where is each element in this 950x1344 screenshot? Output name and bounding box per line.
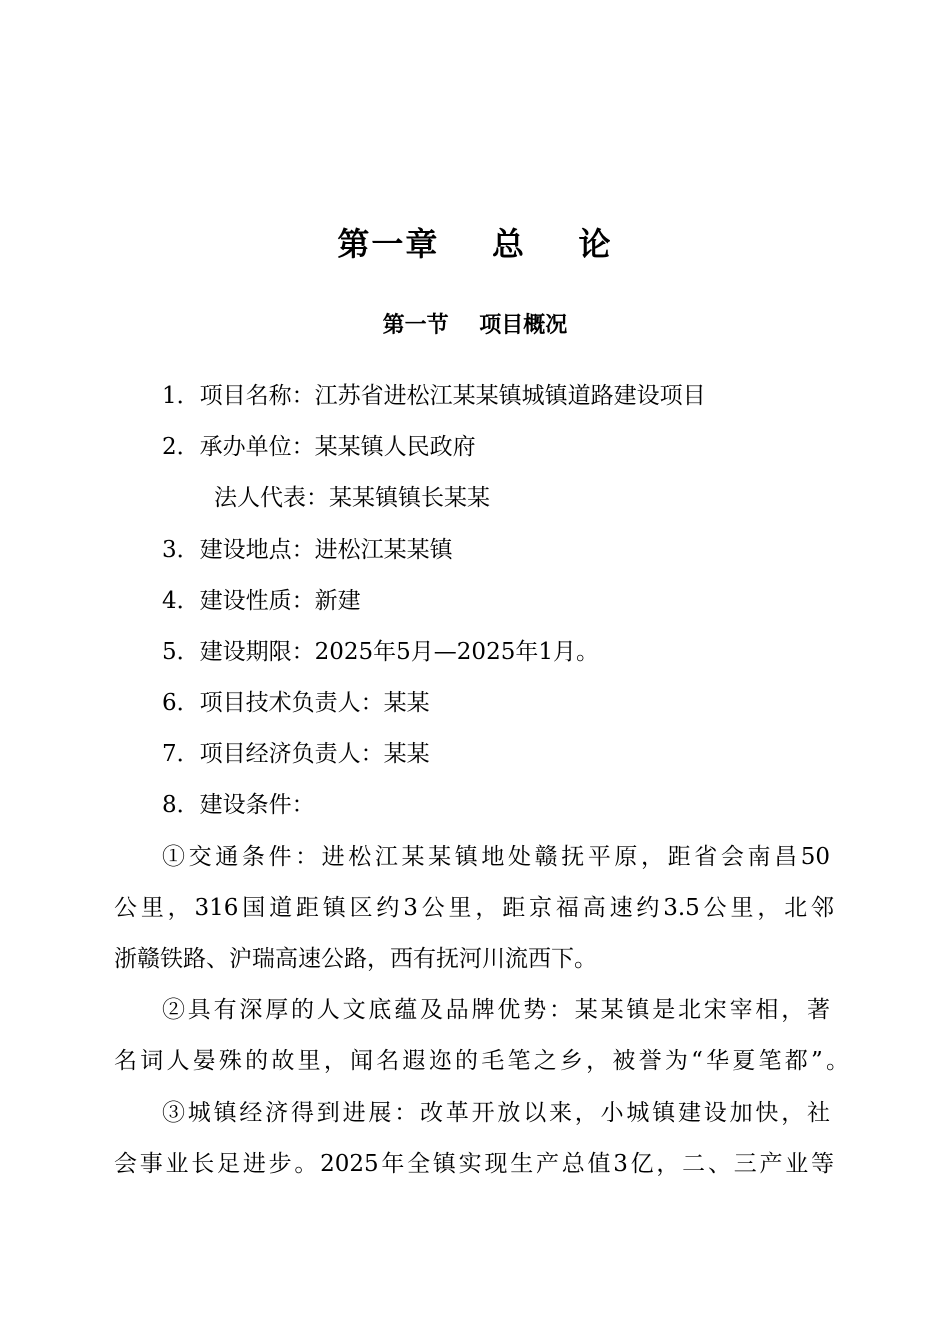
paragraph-economy-line-1: ③城镇经济得到进展：改革开放以来，小城镇建设加快，社 <box>162 1100 830 1126</box>
item-economic-lead: 7．项目经济负责人：某某 <box>162 741 430 767</box>
section-title: 第一节 项目概况 <box>382 313 568 338</box>
item-project-name: 1．项目名称：江苏省进松江某某镇城镇道路建设项目 <box>162 383 706 409</box>
paragraph-traffic-line-1: ①交通条件：进松江某某镇地处赣抚平原，距省会南昌50 <box>162 844 830 870</box>
paragraph-economy-line-2: 会事业长足进步。2025年全镇实现生产总值3亿，二、三产业等 <box>114 1151 834 1177</box>
item-legal-representative: 法人代表：某某镇镇长某某 <box>214 485 490 511</box>
item-technical-lead: 6．项目技术负责人：某某 <box>162 690 430 716</box>
item-period: 5．建设期限：2025年5月—2025年1月。 <box>162 639 599 665</box>
paragraph-traffic-line-3: 浙赣铁路、沪瑞高速公路，西有抚河川流西下。 <box>114 946 597 972</box>
item-organizer: 2．承办单位：某某镇人民政府 <box>162 434 476 460</box>
item-conditions: 8．建设条件： <box>162 792 315 818</box>
paragraph-culture-line-1: ②具有深厚的人文底蕴及品牌优势：某某镇是北宋宰相，著 <box>162 997 830 1023</box>
chapter-title: 第一章 总 论 <box>337 225 613 263</box>
item-location: 3．建设地点：进松江某某镇 <box>162 537 453 563</box>
paragraph-culture-line-2: 名词人晏殊的故里，闻名遐迩的毛笔之乡，被誉为“华夏笔都”。 <box>114 1048 849 1074</box>
paragraph-traffic-line-2: 公里，316国道距镇区约3公里，距京福高速约3.5公里，北邻 <box>114 895 834 921</box>
item-nature: 4．建设性质：新建 <box>162 588 361 614</box>
